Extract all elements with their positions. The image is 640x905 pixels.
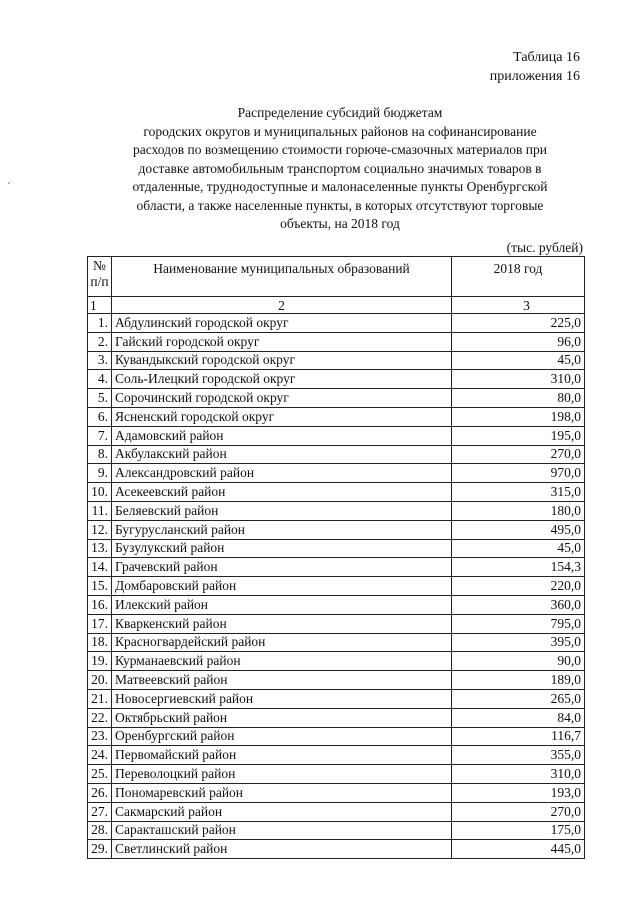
- subsidy-amount: 189,0: [452, 671, 585, 690]
- table-header-row: [88, 257, 585, 297]
- row-number: 20.: [88, 671, 112, 690]
- municipality-name: Сорочинский городской округ: [112, 389, 452, 408]
- municipality-name: Акбулакский район: [112, 445, 452, 464]
- municipality-name: Беляевский район: [112, 501, 452, 520]
- subsidy-amount: 96,0: [452, 332, 585, 351]
- subsidy-amount: 445,0: [452, 840, 585, 859]
- row-number: 8.: [88, 445, 112, 464]
- appendix-note: [490, 48, 580, 86]
- municipality-name: Светлинский район: [112, 840, 452, 859]
- column-header-name: Наименование муниципальных образований: [112, 257, 452, 297]
- municipality-name: Асекеевский район: [112, 483, 452, 502]
- row-number: 11.: [88, 501, 112, 520]
- municipality-name: Ясненский городской округ: [112, 407, 452, 426]
- table-row: [88, 370, 585, 389]
- row-number: 13.: [88, 539, 112, 558]
- column-index: 2: [112, 297, 452, 314]
- row-number: 25.: [88, 765, 112, 784]
- table-row: [88, 389, 585, 408]
- subsidy-amount: 80,0: [452, 389, 585, 408]
- appendix-reference: приложения 16: [489, 69, 580, 84]
- subsidy-amount: 84,0: [452, 708, 585, 727]
- row-number: 4.: [88, 370, 112, 389]
- table-row: [88, 539, 585, 558]
- municipality-name: Гайский городской округ: [112, 332, 452, 351]
- row-number: 27.: [88, 802, 112, 821]
- title-line: доставке автомобильным транспортом социально значимых товаров в: [138, 160, 542, 176]
- subsidy-amount: 198,0: [452, 407, 585, 426]
- subsidy-amount: 970,0: [452, 464, 585, 483]
- column-header-year: 2018 год: [452, 257, 585, 297]
- number-sign: №: [93, 258, 106, 273]
- row-number: 5.: [88, 389, 112, 408]
- table-body: [88, 314, 585, 859]
- table-row: [88, 520, 585, 539]
- municipality-name: Переволоцкий район: [112, 765, 452, 784]
- column-index-row: [88, 297, 585, 314]
- subsidy-amount: 225,0: [452, 314, 585, 333]
- subsidy-amount: 315,0: [452, 483, 585, 502]
- row-number: 7.: [88, 426, 112, 445]
- municipality-name: Абдулинский городской округ: [112, 314, 452, 333]
- table-row: [88, 821, 585, 840]
- table-row: [88, 558, 585, 577]
- municipality-name: Бугурусланский район: [112, 520, 452, 539]
- subsidy-amount: 90,0: [452, 652, 585, 671]
- subsidy-amount: 116,7: [452, 727, 585, 746]
- table-row: [88, 802, 585, 821]
- row-number: 23.: [88, 727, 112, 746]
- table-row: [88, 633, 585, 652]
- title-line: расходов по возмещению стоимости горюче-смазочных материалов при: [132, 142, 548, 157]
- scan-mark: [8, 182, 10, 184]
- municipality-name: Илекский район: [112, 595, 452, 614]
- row-number: 21.: [88, 689, 112, 708]
- document-title: [90, 104, 590, 234]
- row-number: 16.: [88, 595, 112, 614]
- title-line: области, а также населенные пункты, в которых отсутствуют торговые: [136, 197, 544, 213]
- subsidy-amount: 395,0: [452, 633, 585, 652]
- row-number: 19.: [88, 652, 112, 671]
- table-row: [88, 765, 585, 784]
- title-line: городских округов и муниципальных районов на софинансирование: [143, 123, 537, 139]
- subsidy-amount: 265,0: [452, 689, 585, 708]
- municipality-name: Сакмарский район: [112, 802, 452, 821]
- table-row: [88, 727, 585, 746]
- subsidy-amount: 154,3: [452, 558, 585, 577]
- table-row: [88, 708, 585, 727]
- municipality-name: Пономаревский район: [112, 783, 452, 802]
- row-number: 12.: [88, 520, 112, 539]
- table-row: [88, 483, 585, 502]
- table-row: [88, 351, 585, 370]
- appendix-table-number: Таблица 16: [513, 50, 580, 65]
- subsidy-amount: 270,0: [452, 802, 585, 821]
- column-header-number: [88, 257, 112, 297]
- municipality-name: Александровский район: [112, 464, 452, 483]
- municipality-name: Саракташский район: [112, 821, 452, 840]
- row-number: 28.: [88, 821, 112, 840]
- subsidy-amount: 355,0: [452, 746, 585, 765]
- municipality-name: Красногвардейский район: [112, 633, 452, 652]
- table-row: [88, 840, 585, 859]
- municipality-name: Бузулукский район: [112, 539, 452, 558]
- row-number: 24.: [88, 746, 112, 765]
- row-number: 22.: [88, 708, 112, 727]
- subsidy-amount: 193,0: [452, 783, 585, 802]
- table-row: [88, 314, 585, 333]
- title-line: Распределение субсидий бюджетам: [237, 105, 443, 120]
- table-row: [88, 464, 585, 483]
- table-row: [88, 407, 585, 426]
- table-row: [88, 332, 585, 351]
- table-row: [88, 577, 585, 596]
- row-number: 14.: [88, 558, 112, 577]
- subsidy-table: [87, 256, 585, 859]
- row-number: 9.: [88, 464, 112, 483]
- table-row: [88, 671, 585, 690]
- table-row: [88, 426, 585, 445]
- row-number: 6.: [88, 407, 112, 426]
- row-number: 29.: [88, 840, 112, 859]
- municipality-name: Соль-Илецкий городской округ: [112, 370, 452, 389]
- municipality-name: Грачевский район: [112, 558, 452, 577]
- row-number: 1.: [88, 314, 112, 333]
- subsidy-amount: 45,0: [452, 539, 585, 558]
- subsidy-amount: 220,0: [452, 577, 585, 596]
- row-number: 26.: [88, 783, 112, 802]
- municipality-name: Новосергиевский район: [112, 689, 452, 708]
- table-row: [88, 783, 585, 802]
- municipality-name: Домбаровский район: [112, 577, 452, 596]
- table-row: [88, 445, 585, 464]
- table-row: [88, 652, 585, 671]
- municipality-name: Адамовский район: [112, 426, 452, 445]
- number-abbrev: п/п: [90, 274, 109, 289]
- subsidy-amount: 310,0: [452, 370, 585, 389]
- subsidy-amount: 180,0: [452, 501, 585, 520]
- subsidy-amount: 360,0: [452, 595, 585, 614]
- municipality-name: Матвеевский район: [112, 671, 452, 690]
- row-number: 18.: [88, 633, 112, 652]
- title-line: объекты, на 2018 год: [280, 216, 400, 231]
- row-number: 10.: [88, 483, 112, 502]
- municipality-name: Курманаевский район: [112, 652, 452, 671]
- subsidy-amount: 175,0: [452, 821, 585, 840]
- subsidy-amount: 495,0: [452, 520, 585, 539]
- table-row: [88, 595, 585, 614]
- subsidy-amount: 45,0: [452, 351, 585, 370]
- column-index: 3: [452, 297, 585, 314]
- title-line: отдаленные, труднодоступные и малонаселенные пункты Оренбургской: [132, 179, 548, 194]
- subsidy-amount: 195,0: [452, 426, 585, 445]
- table-row: [88, 501, 585, 520]
- row-number: 2.: [88, 332, 112, 351]
- municipality-name: Кваркенский район: [112, 614, 452, 633]
- column-index: 1: [88, 297, 112, 314]
- municipality-name: Оренбургский район: [112, 727, 452, 746]
- subsidy-amount: 310,0: [452, 765, 585, 784]
- table-row: [88, 746, 585, 765]
- row-number: 3.: [88, 351, 112, 370]
- table-row: [88, 614, 585, 633]
- municipality-name: Октябрьский район: [112, 708, 452, 727]
- units-label: (тыс. рублей): [506, 240, 583, 255]
- table-row: [88, 689, 585, 708]
- row-number: 15.: [88, 577, 112, 596]
- municipality-name: Кувандыкский городской округ: [112, 351, 452, 370]
- row-number: 17.: [88, 614, 112, 633]
- subsidy-amount: 270,0: [452, 445, 585, 464]
- municipality-name: Первомайский район: [112, 746, 452, 765]
- subsidy-amount: 795,0: [452, 614, 585, 633]
